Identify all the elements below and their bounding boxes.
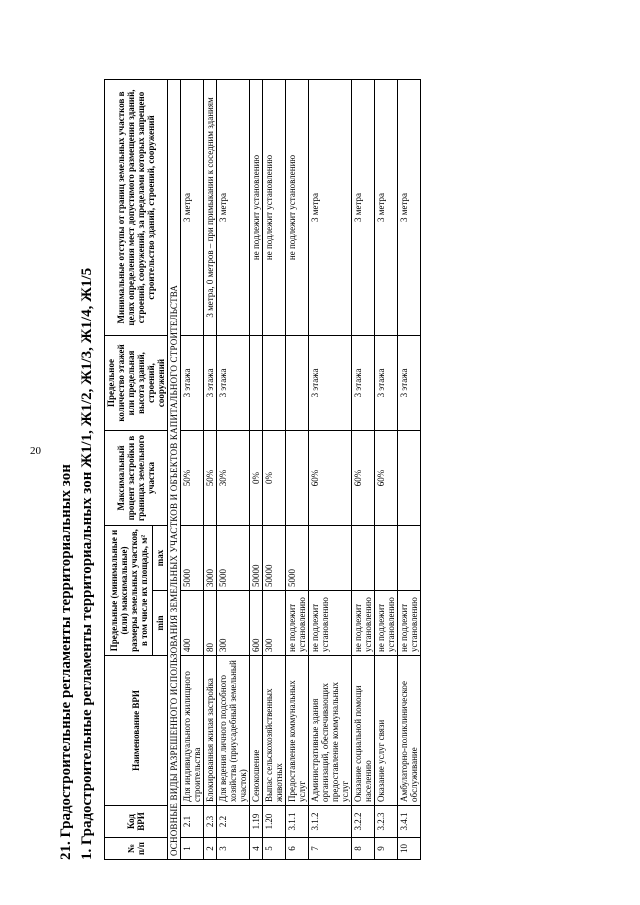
cell-max: 50000 (250, 525, 263, 590)
cell-name: Сенокошение (250, 656, 263, 806)
cell-num: 2 (204, 838, 217, 860)
cell-code: 3.2.2 (352, 806, 375, 838)
cell-floors (263, 335, 286, 430)
cell-floors: 3 этажа (375, 335, 398, 430)
cell-setback: не подлежит установлению (250, 79, 263, 335)
cell-min: не подлежит установлению (352, 591, 375, 656)
cell-min: 80 (204, 591, 217, 656)
cell-percent: 50% (181, 430, 204, 525)
cell-percent: 0% (263, 430, 286, 525)
cell-num: 10 (398, 838, 421, 860)
table-row (375, 79, 398, 859)
cell-min: 400 (181, 591, 204, 656)
cell-min: не подлежит установлению (286, 591, 309, 656)
cell-code: 1.19 (250, 806, 263, 838)
cell-min: не подлежит установлению (309, 591, 352, 656)
cell-setback: 3 метра (375, 79, 398, 335)
table-row (204, 79, 217, 859)
cell-floors (286, 335, 309, 430)
cell-code: 3.4.1 (398, 806, 421, 838)
cell-code: 2.1 (181, 806, 204, 838)
cell-name: Блокированная жилая застройка (204, 656, 217, 806)
cell-code: 1.20 (263, 806, 286, 838)
cell-floors: 3 этажа (398, 335, 421, 430)
cell-max: 3000 (204, 525, 217, 590)
header-max: max (153, 525, 168, 590)
cell-setback: 3 метра (309, 79, 352, 335)
cell-min: не подлежит установлению (398, 591, 421, 656)
cell-num: 7 (309, 838, 352, 860)
section-title: ОСНОВНЫЕ ВИДЫ РАЗРЕШЕННОГО ИСПОЛЬЗОВАНИЯ ЗЕМЕЛЬНЫХ УЧАСТКОВ И ОБЪЕКТОВ КАПИТАЛЬНОГО СТРОИТЕЛЬСТВА (168, 79, 181, 859)
cell-name: Оказание социальной помощи населению (352, 656, 375, 806)
cell-min: 600 (250, 591, 263, 656)
cell-floors: 3 этажа (352, 335, 375, 430)
regulations-table (104, 79, 421, 860)
cell-max: 50000 (263, 525, 286, 590)
header-code: Код ВРИ (105, 806, 168, 838)
cell-setback: 3 метра (217, 79, 250, 335)
table-row (217, 79, 250, 859)
cell-floors (250, 335, 263, 430)
cell-name: Амбулаторно-поликлиническое обслуживание (398, 656, 421, 806)
cell-setback: 3 метра (398, 79, 421, 335)
cell-percent: 60% (309, 430, 352, 525)
cell-percent: 30% (217, 430, 250, 525)
cell-max (352, 525, 375, 590)
table-row (181, 79, 204, 859)
cell-num: 8 (352, 838, 375, 860)
cell-max: 5000 (181, 525, 204, 590)
cell-code: 3.1.2 (309, 806, 352, 838)
cell-num: 4 (250, 838, 263, 860)
cell-name: Выпас сельскохозяйственных животных (263, 656, 286, 806)
cell-num: 1 (181, 838, 204, 860)
document-title: 21. Градостроительные регламенты территориальных зон (58, 464, 74, 860)
cell-setback: не подлежит установлению (263, 79, 286, 335)
cell-min: 300 (217, 591, 250, 656)
cell-name: Предоставление коммунальных услуг (286, 656, 309, 806)
cell-max: 5000 (286, 525, 309, 590)
cell-max: 5000 (217, 525, 250, 590)
cell-name: Для индивидуального жилищного строительства (181, 656, 204, 806)
cell-percent: 60% (375, 430, 398, 525)
cell-percent: 0% (250, 430, 263, 525)
cell-num: 5 (263, 838, 286, 860)
section-row (168, 79, 181, 859)
table-row (352, 79, 375, 859)
header-name: Наименование ВРИ (105, 656, 168, 806)
cell-floors: 3 этажа (204, 335, 217, 430)
cell-setback: 3 метра (181, 79, 204, 335)
cell-percent (286, 430, 309, 525)
header-percent: Максимальный процент застройки в границах земельного участка (105, 430, 168, 525)
table-row (398, 79, 421, 859)
table-row (263, 79, 286, 859)
cell-num: 3 (217, 838, 250, 860)
cell-setback: 3 метра (352, 79, 375, 335)
cell-code: 3.2.3 (375, 806, 398, 838)
cell-name: Для ведения личного подсобного хозяйства (приусадебный земельный участок) (217, 656, 250, 806)
table-row (309, 79, 352, 859)
cell-min: не подлежит установлению (375, 591, 398, 656)
cell-max (309, 525, 352, 590)
cell-floors: 3 этажа (217, 335, 250, 430)
cell-name: Оказание услуг связи (375, 656, 398, 806)
document-subtitle: 1. Градостроительные регламенты территориальных зон Ж1/1, Ж1/2, Ж1/3, Ж1/4, Ж1/5 (79, 267, 95, 860)
cell-floors: 3 этажа (309, 335, 352, 430)
cell-percent (398, 430, 421, 525)
rotated-document (58, 40, 618, 860)
header-num: № п/п (105, 838, 168, 860)
header-min: min (153, 591, 168, 656)
cell-floors: 3 этажа (181, 335, 204, 430)
page-number: 20 (30, 445, 41, 457)
cell-code: 2.3 (204, 806, 217, 838)
cell-max (398, 525, 421, 590)
table-row (286, 79, 309, 859)
cell-setback: 3 метра, 0 метров – при примыкании к соседним зданиям (204, 79, 217, 335)
cell-num: 9 (375, 838, 398, 860)
cell-max (375, 525, 398, 590)
cell-code: 2.2 (217, 806, 250, 838)
header-floors: Предельное количество этажей или предельная высота зданий, строений, сооружений (105, 335, 168, 430)
cell-name: Административные здания организаций, обеспечивающих предоставление коммунальных услуг (309, 656, 352, 806)
header-setback: Минимальные отступы от границ земельных участков в целях определения мест допустимого размещения зданий, строений, сооружений, за пределами которых запрещено строительство зданий, строений, сооружений (105, 79, 168, 335)
table-row (250, 79, 263, 859)
cell-min: 300 (263, 591, 286, 656)
cell-num: 6 (286, 838, 309, 860)
cell-percent: 60% (352, 430, 375, 525)
cell-setback: не подлежит установлению (286, 79, 309, 335)
cell-code: 3.1.1 (286, 806, 309, 838)
header-size-group: Предельные (минимальные и (или) максимальные) размеры земельных участков, в том числе их площадь, м² (105, 525, 153, 655)
cell-percent: 50% (204, 430, 217, 525)
